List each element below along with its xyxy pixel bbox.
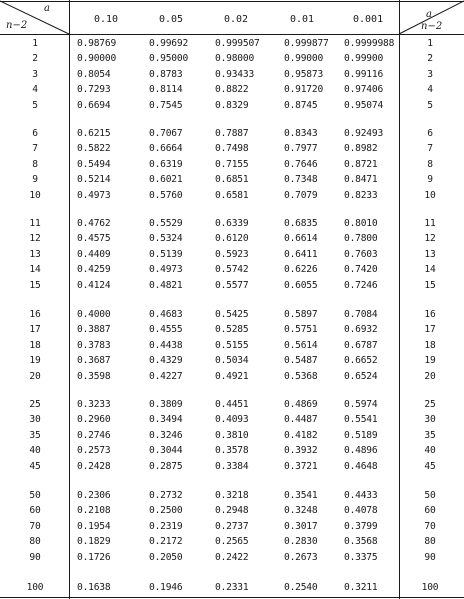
row-n-left: 5 <box>32 99 38 111</box>
table-cell: 0.6120 <box>215 233 249 245</box>
alpha-header-0.02: 0.02 <box>224 14 249 25</box>
table-cell: 0.2960 <box>77 414 111 426</box>
table-cell: 0.7887 <box>215 128 249 139</box>
table-cell: 0.2875 <box>149 460 183 472</box>
table-cell: 0.4093 <box>215 414 249 426</box>
row-n-right: 25 <box>424 399 436 410</box>
row-n-left: 90 <box>29 551 41 563</box>
table-cell: 0.2573 <box>77 445 111 457</box>
table-cell: 0.97406 <box>344 84 384 96</box>
table-cell: 0.3246 <box>149 429 183 441</box>
table-cell: 0.4555 <box>149 324 183 336</box>
table-cell: 0.2540 <box>284 582 318 593</box>
table-cell: 0.3721 <box>284 460 318 472</box>
table-cell: 0.2673 <box>284 551 318 563</box>
table-cell: 0.2422 <box>215 551 249 563</box>
table-cell: 0.6614 <box>284 233 318 245</box>
table-cell: 0.8343 <box>284 128 318 139</box>
table-cell: 0.99900 <box>344 53 384 65</box>
row-n-left: 15 <box>29 279 41 291</box>
table-cell: 0.3017 <box>284 520 318 532</box>
table-cell: 0.2331 <box>215 582 249 593</box>
row-n-right: 9 <box>427 174 433 186</box>
row-n-left: 18 <box>29 339 41 351</box>
row-n-left: 17 <box>29 324 41 336</box>
row-n-left: 2 <box>32 53 38 65</box>
row-n-left: 45 <box>29 460 41 472</box>
table-cell: 0.2306 <box>77 490 111 501</box>
table-cell: 0.1638 <box>77 582 111 593</box>
alpha-header-0.01: 0.01 <box>290 14 315 25</box>
row-n-right: 7 <box>427 143 433 155</box>
table-cell: 0.2319 <box>149 520 183 532</box>
table-cell: 0.3375 <box>344 551 378 563</box>
row-n-right: 1 <box>427 38 433 49</box>
table-cell: 0.4896 <box>344 445 378 457</box>
row-n-left: 19 <box>29 355 41 367</box>
row-n-left: 6 <box>32 128 38 139</box>
row-n-right: 90 <box>424 551 436 563</box>
table-cell: 0.8010 <box>344 218 378 229</box>
row-n-left: 80 <box>29 536 41 548</box>
table-cell: 0.7603 <box>344 248 378 260</box>
table-cell: 0.4973 <box>149 264 183 276</box>
table-cell: 0.3494 <box>149 414 183 426</box>
table-cell: 0.4000 <box>77 309 111 320</box>
table-cell: 0.6835 <box>284 218 318 229</box>
row-n-right: 60 <box>424 505 436 517</box>
table-cell: 0.6652 <box>344 355 378 367</box>
row-n-left: 50 <box>29 490 41 501</box>
row-n-left: 11 <box>29 218 41 229</box>
table-cell: 0.8114 <box>149 84 183 96</box>
row-n-left: 35 <box>29 429 41 441</box>
table-cell: 0.8982 <box>344 143 378 155</box>
table-cell: 0.95074 <box>344 99 384 111</box>
row-n-left: 7 <box>32 143 38 155</box>
table-cell: 0.4648 <box>344 460 378 472</box>
table-cell: 0.5742 <box>215 264 249 276</box>
table-cell: 0.3783 <box>77 339 111 351</box>
table-cell: 0.2732 <box>149 490 183 501</box>
table-cell: 0.92493 <box>344 128 384 139</box>
table-cell: 0.8233 <box>344 189 378 201</box>
table-cell: 0.4227 <box>149 370 183 382</box>
row-n-right: 15 <box>424 279 436 291</box>
table-cell: 0.95873 <box>284 68 324 80</box>
table-cell: 0.5487 <box>284 355 318 367</box>
table-cell: 0.7084 <box>344 309 378 320</box>
row-n-left: 60 <box>29 505 41 517</box>
table-cell: 0.4762 <box>77 218 111 229</box>
table-cell: 0.6932 <box>344 324 378 336</box>
table-cell: 0.5541 <box>344 414 378 426</box>
table-cell: 0.4821 <box>149 279 183 291</box>
row-n-left: 9 <box>32 174 38 186</box>
table-cell: 0.8329 <box>215 99 249 111</box>
row-n-right: 30 <box>424 414 436 426</box>
row-n-right: 5 <box>427 99 433 111</box>
table-cell: 0.5214 <box>77 174 111 186</box>
row-n-left: 3 <box>32 68 38 80</box>
right-corner-alpha-label: a <box>426 9 432 20</box>
row-n-right: 14 <box>424 264 436 276</box>
table-cell: 0.7420 <box>344 264 378 276</box>
table-cell: 0.6021 <box>149 174 183 186</box>
table-cell: 0.5751 <box>284 324 318 336</box>
row-n-right: 8 <box>427 158 433 170</box>
row-n-left: 10 <box>29 189 41 201</box>
table-cell: 0.3932 <box>284 445 318 457</box>
table-cell: 0.3248 <box>284 505 318 517</box>
table-cell: 0.3887 <box>77 324 111 336</box>
table-cell: 0.95000 <box>149 53 189 65</box>
row-n-right: 19 <box>424 355 436 367</box>
table-cell: 0.7246 <box>344 279 378 291</box>
row-n-left: 14 <box>29 264 41 276</box>
table-cell: 0.6226 <box>284 264 318 276</box>
table-cell: 0.7348 <box>284 174 318 186</box>
table-cell: 0.2428 <box>77 460 111 472</box>
row-n-left: 100 <box>26 582 44 593</box>
table-cell: 0.2565 <box>215 536 249 548</box>
table-cell: 0.91720 <box>284 84 324 96</box>
row-n-left: 16 <box>29 309 41 320</box>
table-cell: 0.999877 <box>284 38 329 49</box>
row-n-left: 13 <box>29 248 41 260</box>
table-cell: 0.4433 <box>344 490 378 501</box>
table-cell: 0.93433 <box>215 68 255 80</box>
table-cell: 0.7293 <box>77 84 111 96</box>
table-cell: 0.5034 <box>215 355 249 367</box>
table-cell: 0.8745 <box>284 99 318 111</box>
left-corner-alpha-label: a <box>44 3 50 14</box>
table-cell: 0.5923 <box>215 248 249 260</box>
table-cell: 0.3233 <box>77 399 111 410</box>
row-n-left: 40 <box>29 445 41 457</box>
row-n-left: 30 <box>29 414 41 426</box>
row-n-right: 18 <box>424 339 436 351</box>
table-cell: 0.4438 <box>149 339 183 351</box>
table-cell: 0.6787 <box>344 339 378 351</box>
row-n-right: 40 <box>424 445 436 457</box>
table-cell: 0.2050 <box>149 551 183 563</box>
row-n-left: 4 <box>32 84 38 96</box>
table-cell: 0.3384 <box>215 460 249 472</box>
table-cell: 0.3044 <box>149 445 183 457</box>
table-cell: 0.6851 <box>215 174 249 186</box>
table-cell: 0.6055 <box>284 279 318 291</box>
alpha-header-0.10: 0.10 <box>94 14 119 25</box>
row-n-right: 4 <box>427 84 433 96</box>
table-cell: 0.5897 <box>284 309 318 320</box>
table-cell: 0.5368 <box>284 370 318 382</box>
table-cell: 0.8471 <box>344 174 378 186</box>
table-cell: 0.4869 <box>284 399 318 410</box>
row-n-right: 2 <box>427 53 433 65</box>
row-n-right: 100 <box>421 582 439 593</box>
table-cell: 0.9999988 <box>344 38 395 49</box>
table-cell: 0.5285 <box>215 324 249 336</box>
table-cell: 0.6664 <box>149 143 183 155</box>
table-cell: 0.3578 <box>215 445 249 457</box>
alpha-header-0.05: 0.05 <box>159 14 184 25</box>
table-cell: 0.4575 <box>77 233 111 245</box>
table-cell: 0.4124 <box>77 279 111 291</box>
table-cell: 0.8783 <box>149 68 183 80</box>
table-cell: 0.4487 <box>284 414 318 426</box>
table-cell: 0.7079 <box>284 189 318 201</box>
row-n-left: 12 <box>29 233 41 245</box>
table-cell: 0.1829 <box>77 536 111 548</box>
table-cell: 0.5760 <box>149 189 183 201</box>
table-cell: 0.6524 <box>344 370 378 382</box>
alpha-header-0.001: 0.001 <box>353 14 384 25</box>
row-n-right: 6 <box>427 128 433 139</box>
row-n-left: 20 <box>29 370 41 382</box>
right-corner-n-label: n−2 <box>421 21 443 32</box>
table-cell: 0.3211 <box>344 582 378 593</box>
row-n-right: 50 <box>424 490 436 501</box>
table-cell: 0.5974 <box>344 399 378 410</box>
row-n-right: 20 <box>424 370 436 382</box>
table-cell: 0.2948 <box>215 505 249 517</box>
row-n-right: 13 <box>424 248 436 260</box>
table-cell: 0.99116 <box>344 68 384 80</box>
table-cell: 0.2737 <box>215 520 249 532</box>
table-cell: 0.3218 <box>215 490 249 501</box>
row-n-right: 70 <box>424 520 436 532</box>
table-cell: 0.6411 <box>284 248 318 260</box>
table-cell: 0.5189 <box>344 429 378 441</box>
table-cell: 0.2746 <box>77 429 111 441</box>
row-n-right: 45 <box>424 460 436 472</box>
table-cell: 0.98000 <box>215 53 255 65</box>
table-cell: 0.4182 <box>284 429 318 441</box>
table-cell: 0.6694 <box>77 99 111 111</box>
table-cell: 0.999507 <box>215 38 260 49</box>
table-cell: 0.90000 <box>77 53 117 65</box>
row-n-right: 3 <box>427 68 433 80</box>
row-n-right: 35 <box>424 429 436 441</box>
row-n-left: 25 <box>29 399 41 410</box>
row-n-right: 80 <box>424 536 436 548</box>
table-cell: 0.7498 <box>215 143 249 155</box>
table-cell: 0.7067 <box>149 128 183 139</box>
table-cell: 0.6319 <box>149 158 183 170</box>
table-cell: 0.5494 <box>77 158 111 170</box>
row-n-right: 11 <box>424 218 436 229</box>
row-n-right: 10 <box>424 189 436 201</box>
table-cell: 0.5324 <box>149 233 183 245</box>
table-cell: 0.2172 <box>149 536 183 548</box>
table-cell: 0.5155 <box>215 339 249 351</box>
table-cell: 0.2830 <box>284 536 318 548</box>
table-cell: 0.3810 <box>215 429 249 441</box>
table-cell: 0.7646 <box>284 158 318 170</box>
table-cell: 0.5822 <box>77 143 111 155</box>
table-cell: 0.8054 <box>77 68 111 80</box>
table-cell: 0.6215 <box>77 128 111 139</box>
row-n-left: 1 <box>32 38 38 49</box>
table-cell: 0.99000 <box>284 53 324 65</box>
table-cell: 0.3809 <box>149 399 183 410</box>
table-cell: 0.7545 <box>149 99 183 111</box>
left-corner-n-label: n−2 <box>6 20 28 31</box>
table-cell: 0.6339 <box>215 218 249 229</box>
table-cell: 0.7155 <box>215 158 249 170</box>
table-cell: 0.4409 <box>77 248 111 260</box>
table-cell: 0.3568 <box>344 536 378 548</box>
table-cell: 0.4921 <box>215 370 249 382</box>
table-cell: 0.1726 <box>77 551 111 563</box>
table-cell: 0.98769 <box>77 38 117 49</box>
table-cell: 0.8822 <box>215 84 249 96</box>
table-cell: 0.3799 <box>344 520 378 532</box>
table-cell: 0.4259 <box>77 264 111 276</box>
table-cell: 0.7800 <box>344 233 378 245</box>
table-cell: 0.6581 <box>215 189 249 201</box>
table-cell: 0.4451 <box>215 399 249 410</box>
table-cell: 0.4683 <box>149 309 183 320</box>
table-cell: 0.99692 <box>149 38 189 49</box>
table-cell: 0.5139 <box>149 248 183 260</box>
table-cell: 0.3541 <box>284 490 318 501</box>
table-cell: 0.7977 <box>284 143 318 155</box>
table-cell: 0.4973 <box>77 189 111 201</box>
table-cell: 0.5577 <box>215 279 249 291</box>
table-cell: 0.4078 <box>344 505 378 517</box>
table-cell: 0.8721 <box>344 158 378 170</box>
table-cell: 0.3687 <box>77 355 111 367</box>
table-cell: 0.5614 <box>284 339 318 351</box>
row-n-left: 8 <box>32 158 38 170</box>
table-cell: 0.2108 <box>77 505 111 517</box>
table-cell: 0.4329 <box>149 355 183 367</box>
row-n-right: 17 <box>424 324 436 336</box>
row-n-right: 12 <box>424 233 436 245</box>
table-cell: 0.2500 <box>149 505 183 517</box>
table-cell: 0.1946 <box>149 582 183 593</box>
row-n-right: 16 <box>424 309 436 320</box>
table-cell: 0.3598 <box>77 370 111 382</box>
table-cell: 0.5529 <box>149 218 183 229</box>
table-cell: 0.1954 <box>77 520 111 532</box>
row-n-left: 70 <box>29 520 41 532</box>
table-cell: 0.5425 <box>215 309 249 320</box>
